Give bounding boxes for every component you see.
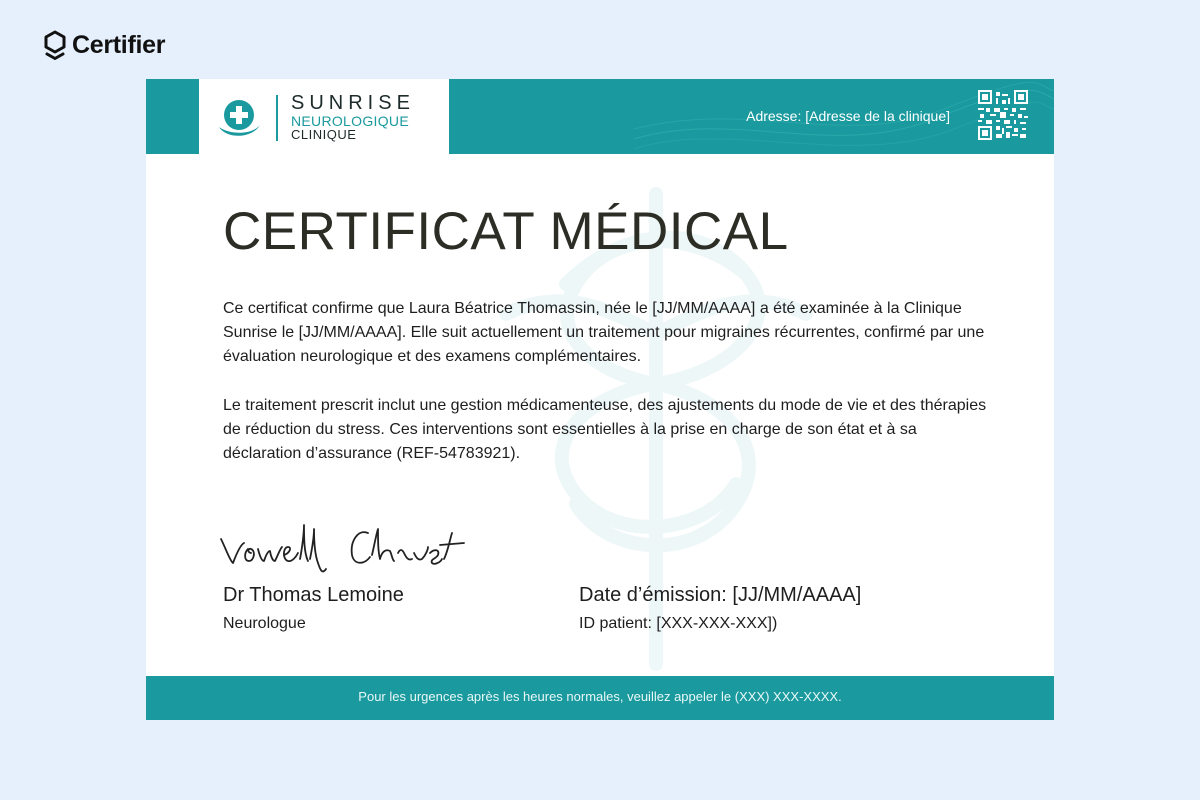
certificate-footer — [146, 676, 1054, 720]
qr-code-icon — [978, 90, 1028, 140]
doctor-signature — [218, 519, 468, 577]
clinic-name-neurologique: NEUROLOGIQUE — [291, 113, 409, 129]
doctor-title: Neurologue — [223, 615, 306, 632]
medical-certificate — [146, 79, 1054, 720]
certificate-title: CERTIFICAT MÉDICAL — [223, 202, 789, 261]
certifier-wordmark: Certifier — [72, 30, 166, 59]
certificate-header — [146, 79, 1054, 154]
doctor-name: Dr Thomas Lemoine — [223, 584, 404, 606]
clinic-name-sunrise: SUNRISE — [291, 92, 415, 114]
certifier-brand — [44, 30, 165, 60]
certificate-paragraph-2: Le traitement prescrit inclut une gestion médicamenteuse, des ajustements du mode de vie et des thérapies de réduction du stress. Ces interventions sont essentielles à la prise en charge de son état et à sa déclaration d’assurance (REF-54783921). — [223, 397, 987, 462]
clinic-logo — [199, 79, 449, 154]
clinic-address: Adresse: [Adresse de la clinique] — [746, 108, 950, 124]
medical-cross-icon — [216, 95, 262, 139]
patient-id: ID patient: [XXX-XXX-XXX]) — [579, 615, 778, 632]
logo-divider — [276, 95, 278, 141]
certificate-paragraph-1: Ce certificat confirme que Laura Béatrice Thomassin, née le [JJ/MM/AAAA] a été examinée à la Clinique Sunrise le [JJ/MM/AAAA]. Elle suit actuellement un traitement pour migraines récurrentes, confirmé par une évaluation neurologique et des examens complémentaires. — [223, 300, 985, 365]
certifier-logo-icon — [44, 30, 66, 60]
emergency-contact-text: Pour les urgences après les heures normales, veuillez appeler le (XXX) XXX-XXXX. — [358, 689, 842, 704]
issue-date: Date d’émission: [JJ/MM/AAAA] — [579, 584, 862, 606]
clinic-name-clinique: CLINIQUE — [291, 127, 357, 142]
